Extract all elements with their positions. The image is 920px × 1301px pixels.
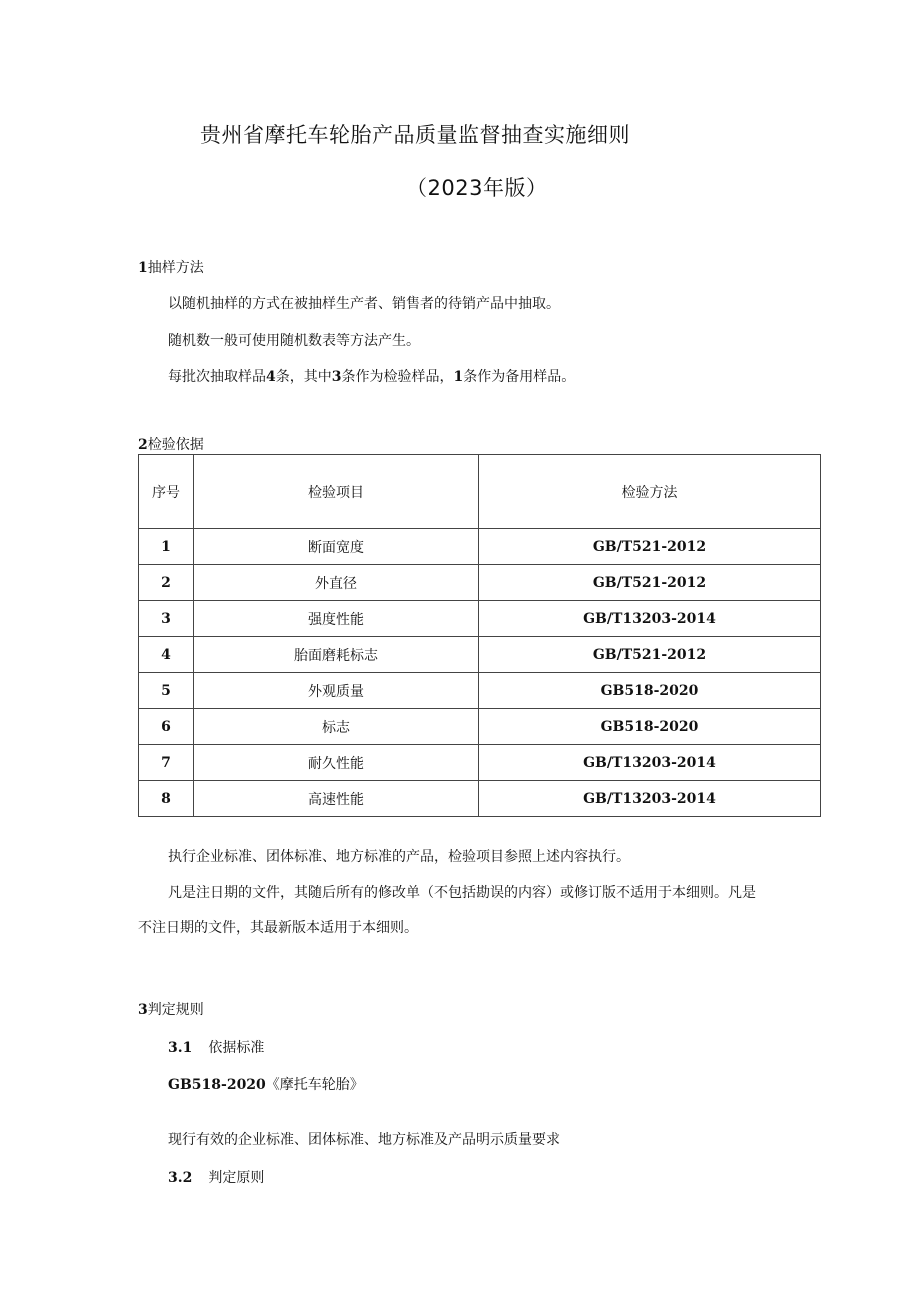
- subsection-3-2-title: 判定原则: [208, 1170, 265, 1186]
- para3-text-1: 每批次抽取样品: [168, 369, 266, 385]
- row-method: GB/T521-2012: [479, 565, 821, 601]
- row-number: 8: [139, 781, 194, 817]
- subsection-3-2-number: 3.2: [168, 1170, 193, 1186]
- sampling-paragraph-3: [168, 367, 575, 387]
- standard-reference: [168, 1075, 364, 1095]
- row-number: 2: [139, 565, 194, 601]
- row-number: 6: [139, 709, 194, 745]
- document-title: 贵州省摩托车轮胎产品质量监督抽查实施细则: [200, 123, 630, 147]
- table-row: [139, 673, 821, 709]
- table-row: [139, 745, 821, 781]
- para3-count-2: 3: [331, 369, 342, 385]
- table-row: [139, 709, 821, 745]
- table-row: [139, 781, 821, 817]
- standard-name: 《摩托车轮胎》: [265, 1077, 364, 1093]
- row-method: GB518-2020: [479, 673, 821, 709]
- row-method: GB/T13203-2014: [479, 745, 821, 781]
- subsection-3-1-heading: [168, 1038, 264, 1058]
- standard-code: GB518-2020: [168, 1077, 266, 1093]
- row-item: 外观质量: [194, 673, 479, 709]
- row-method: GB/T521-2012: [479, 637, 821, 673]
- header-seq: 序号: [139, 455, 194, 529]
- inspection-table: [138, 454, 821, 817]
- note-paragraph-2-line-1: 凡是注日期的文件，其随后所有的修改单（不包括勘误的内容）或修订版不适用于本细则。凡是: [168, 885, 756, 901]
- row-item: 断面宽度: [194, 529, 479, 565]
- sampling-paragraph-2: 随机数一般可使用随机数表等方法产生。: [168, 333, 420, 349]
- para3-text-4: 条作为备用样品。: [463, 369, 576, 385]
- row-number: 4: [139, 637, 194, 673]
- sampling-paragraph-1: 以随机抽样的方式在被抽样生产者、销售者的待销产品中抽取。: [168, 296, 560, 312]
- row-method: GB/T521-2012: [479, 529, 821, 565]
- document-edition: （2023年版）: [406, 176, 548, 200]
- para3-text-3: 条作为检验样品，: [341, 369, 454, 385]
- header-method: 检验方法: [479, 455, 821, 529]
- table-header-row: [139, 455, 821, 529]
- header-item: 检验项目: [194, 455, 479, 529]
- section-3-title: 判定规则: [147, 1002, 204, 1018]
- table-row: [139, 601, 821, 637]
- row-method: GB/T13203-2014: [479, 601, 821, 637]
- section-1-title: 抽样方法: [147, 260, 204, 276]
- note-paragraph-1: 执行企业标准、团体标准、地方标准的产品，检验项目参照上述内容执行。: [168, 849, 630, 865]
- subsection-3-2-heading: [168, 1168, 264, 1188]
- para3-count-3: 1: [453, 369, 464, 385]
- row-item: 耐久性能: [194, 745, 479, 781]
- row-item: 标志: [194, 709, 479, 745]
- table-row: [139, 637, 821, 673]
- section-3-number: 3: [138, 1002, 148, 1018]
- section-3-heading: [138, 1000, 204, 1020]
- table-row: [139, 529, 821, 565]
- section-1-number: 1: [138, 260, 148, 276]
- row-number: 3: [139, 601, 194, 637]
- subsection-3-1-number: 3.1: [168, 1040, 193, 1056]
- para3-count-1: 4: [266, 369, 276, 385]
- section-1-heading: [138, 258, 204, 278]
- section-2-number: 2: [138, 437, 148, 453]
- row-item: 胎面磨耗标志: [194, 637, 479, 673]
- row-number: 1: [139, 529, 194, 565]
- row-method: GB518-2020: [479, 709, 821, 745]
- section-2-title: 检验依据: [147, 437, 204, 453]
- row-method: GB/T13203-2014: [479, 781, 821, 817]
- requirement-paragraph: 现行有效的企业标准、团体标准、地方标准及产品明示质量要求: [168, 1132, 560, 1148]
- table-row: [139, 565, 821, 601]
- row-number: 5: [139, 673, 194, 709]
- para3-text-2: 条，其中: [275, 369, 332, 385]
- row-item: 外直径: [194, 565, 479, 601]
- row-number: 7: [139, 745, 194, 781]
- section-2-heading: [138, 435, 204, 455]
- note-paragraph-2-line-2: 不注日期的文件，其最新版本适用于本细则。: [138, 920, 418, 936]
- subsection-3-1-title: 依据标准: [208, 1040, 265, 1056]
- row-item: 强度性能: [194, 601, 479, 637]
- row-item: 高速性能: [194, 781, 479, 817]
